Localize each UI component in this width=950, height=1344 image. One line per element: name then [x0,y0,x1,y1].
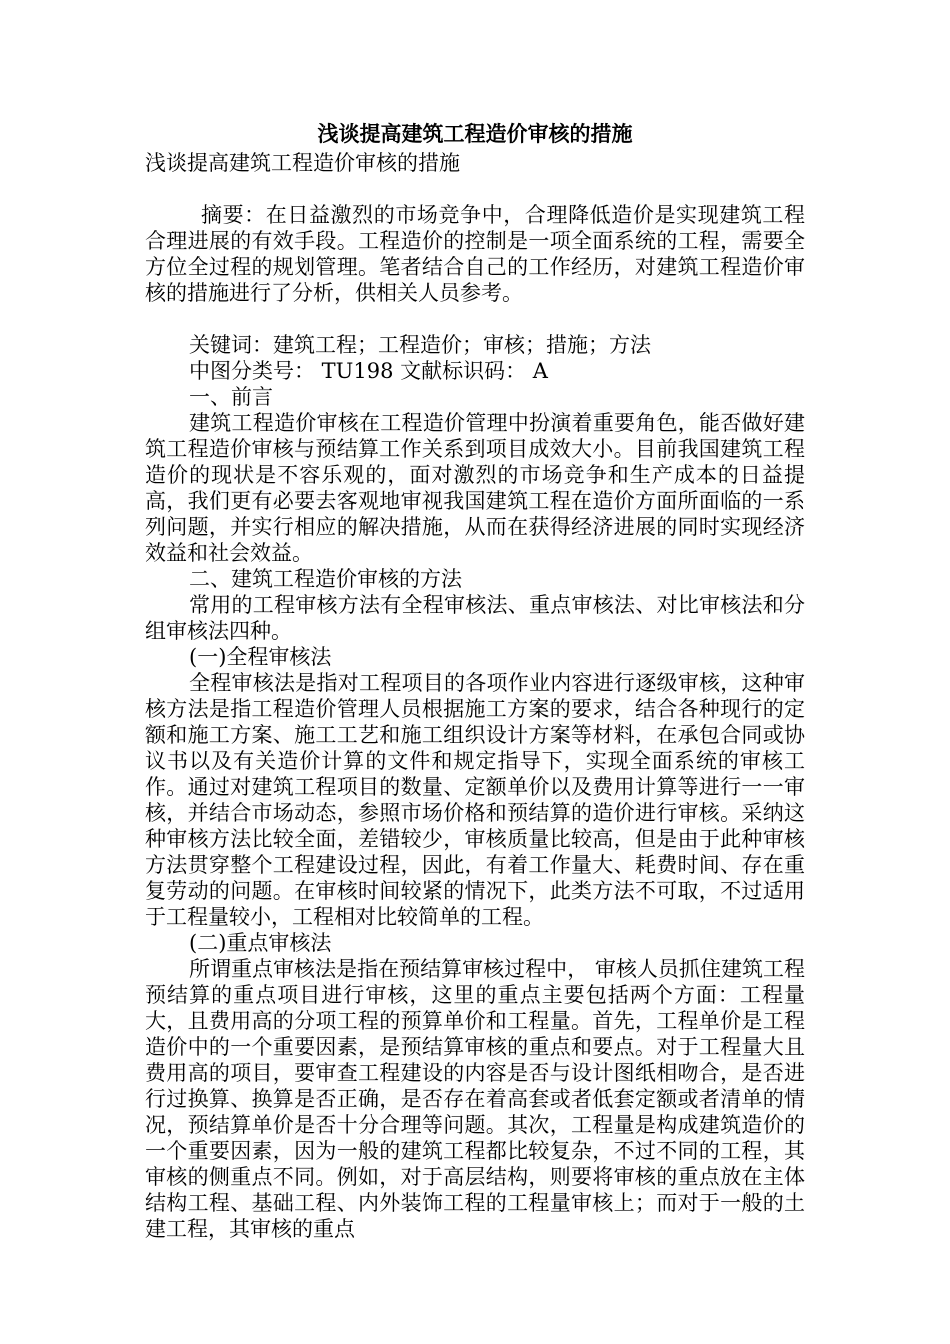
blank-line [145,306,805,332]
section-heading-methods: 二、建筑工程造价审核的方法 [189,567,462,591]
full-review-paragraph: 全程审核法是指对工程项目的各项作业内容进行逐级审核，这种审核方法是指工程造价管理人员根据施工方案的要求，结合各种现行的定额和施工方案、施工工艺和施工组织设计方案等材料，在承包合同或协议书以及有关造价计算的文件和规定指导下，实现全面系统的审核工作。通过对建筑工程项目的数量、定额单价以及费用计算等进行一一审核，并结合市场动态，参照市场价格和预结算的造价进行审核。采纳这种审核方法比较全面，差错较少，审核质量比较高，但是由于此种审核方法贯穿整个工程建设过程，因此，有着工作量大、耗费时间、存在重复劳动的问题。在审核时间较紧的情况下，此类方法不可取，不过适用于工程量较小，工程相对比较简单的工程。 [145,671,805,929]
abstract-paragraph: 摘要：在日益激烈的市场竞争中，合理降低造价是实现建筑工程合理进展的有效手段。工程造价的控制是一项全面系统的工程，需要全方位全过程的规划管理。笔者结合自己的工作经历，对建筑工程造价审核的措施进行了分析，供相关人员参考。 [145,203,805,305]
subsection-heading-key-review: (二)重点审核法 [189,931,332,955]
section-heading-intro: 一、前言 [189,385,273,409]
document-page [145,118,805,1242]
intro-paragraph: 建筑工程造价审核在工程造价管理中扮演着重要角色，能否做好建筑工程造价审核与预结算工作关系到项目成效大小。目前我国建筑工程造价的现状是不容乐观的，面对激烈的市场竞争和生产成本的日益提高，我们更有必要去客观地审视我国建筑工程在造价方面所面临的一系列问题，并实行相应的解决措施，从而在获得经济进展的同时实现经济效益和社会效益。 [145,411,805,565]
key-review-paragraph: 所谓重点审核法是指在预结算审核过程中， 审核人员抓住建筑工程预结算的重点项目进行审核，这里的重点主要包括两个方面：工程量大，且费用高的分项工程的预算单价和工程量。首先，工程单价是工程造价中的一个重要因素，是预结算审核的重点和要点。对于工程量大且费用高的项目，要审查工程建设的内容是否与设计图纸相吻合，是否进行过换算、换算是否正确，是否存在着高套或者低套定额或者清单的情况，预结算单价是否十分合理等问题。其次，工程量是构成建筑造价的一个重要因素，因为一般的建筑工程都比较复杂，不过不同的工程，其审核的侧重点不同。例如，对于高层结构，则要将审核的重点放在主体结构工程、基础工程、内外装饰工程的工程量审核上；而对于一般的土建工程，其审核的重点 [145,957,805,1241]
subsection-heading-full-review: (一)全程审核法 [189,645,332,669]
classification-line: 中图分类号： TU198 文献标识码： A [189,359,548,383]
keywords-line: 关键词：建筑工程；工程造价；审核；措施；方法 [189,333,651,357]
document-subtitle: 浅谈提高建筑工程造价审核的措施 [145,151,460,175]
methods-paragraph: 常用的工程审核方法有全程审核法、重点审核法、对比审核法和分组审核法四种。 [145,593,805,643]
document-title: 浅谈提高建筑工程造价审核的措施 [317,121,633,146]
blank-line [145,176,805,202]
